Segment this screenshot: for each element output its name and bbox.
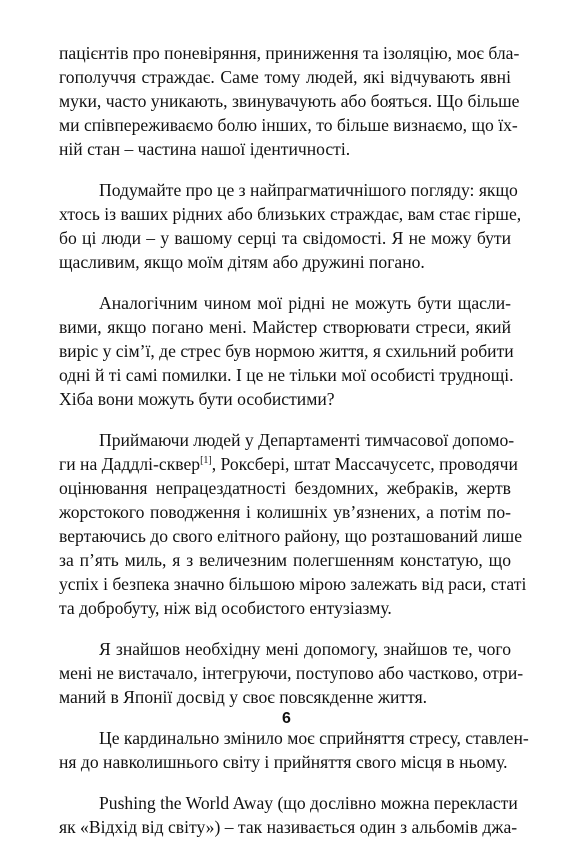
text-line: та добробуту, ніж від особистого ентузіазму.: [59, 598, 392, 618]
paragraph-1: [59, 41, 520, 161]
text-line: Це кардинально змінило моє сприйняття стресу, ставлен-: [99, 728, 529, 748]
text-line: Приймаючи людей у Департаменті тимчасової допомо-: [99, 430, 515, 450]
paragraph-3: [59, 291, 514, 411]
text-line: оцінювання непрацездатності бездомних, жебраків, жертв: [59, 478, 511, 498]
page-body: [59, 41, 529, 856]
text-line: муки, часто уникають, звинувачують або бояться. Що більше: [59, 91, 520, 111]
text-line: як «Відхід від світу») – так називається один з альбомів джа-: [59, 817, 518, 837]
text-line: маний в Японії досвід у своє повсякденне життя.: [59, 687, 428, 707]
paragraph-5: [59, 637, 524, 709]
text-fragment: ги на Даддлі-сквер: [59, 454, 201, 474]
text-line: ня до навколишнього світу і прийняття свого місця в ньому.: [59, 752, 508, 772]
page-number: 6: [282, 710, 291, 727]
text-line: бо ці люди – у вашому серці та свідомості. Я не можу бути: [59, 228, 511, 248]
text-line: гополуччя страждає. Саме тому людей, які відчувають явні: [59, 67, 511, 87]
text-line: пацієнтів про поневіряння, приниження та ізоляцію, моє бла-: [59, 43, 520, 63]
text-line: Подумайте про це з найпрагматичнішого погляду: якщо: [99, 180, 518, 200]
text-line: Аналогічним чином мої рідні не можуть бути щасли-: [99, 293, 511, 313]
text-line: за п’ять миль, я з величезним полегшенням констатую, що: [59, 550, 511, 570]
paragraph-6: [59, 726, 529, 774]
text-line: щасливим, якщо моїм дітям або дружині погано.: [59, 252, 425, 272]
text-line: одні й ті самі помилки. І це не тільки мої особисті труднощі.: [59, 365, 514, 385]
text-line-with-footnote: [59, 452, 518, 476]
text-line: успіх і безпека значно більшою мірою залежать від раси, статі: [59, 574, 527, 594]
text-line: Хіба вони можуть бути особистими?: [59, 389, 335, 409]
paragraph-7: [59, 791, 518, 839]
text-line: вертаючись до свого елітного району, що розташований лише: [59, 526, 523, 546]
text-line: жорстокого поводження і колишніх ув’язнених, а потім по-: [59, 502, 511, 522]
text-line: мені не вистачало, інтегруючи, поступово або частково, отри-: [59, 663, 524, 683]
text-line: вими, якщо погано мені. Майстер створювати стреси, який: [59, 317, 511, 337]
text-line: Pushing the World Away (що дослівно можна перекласти: [99, 793, 518, 813]
text-line: ми співпереживаємо болю інших, то більше визнаємо, що їх-: [59, 115, 518, 135]
footnote-marker[interactable]: [1]: [200, 455, 212, 467]
paragraph-4: [59, 428, 527, 620]
text-line: хтось із ваших рідних або близьких страждає, вам стає гірше,: [59, 204, 522, 224]
text-line: виріс у сім’ї, де стрес був нормою життя, я схильний робити: [59, 341, 514, 361]
text-line: ній стан – частина нашої ідентичності.: [59, 139, 351, 159]
text-fragment: , Роксбері, штат Массачусетс, проводячи: [211, 454, 518, 474]
text-line: Я знайшов необхідну мені допомогу, знайшов те, чого: [99, 639, 511, 659]
paragraph-2: [59, 178, 522, 274]
